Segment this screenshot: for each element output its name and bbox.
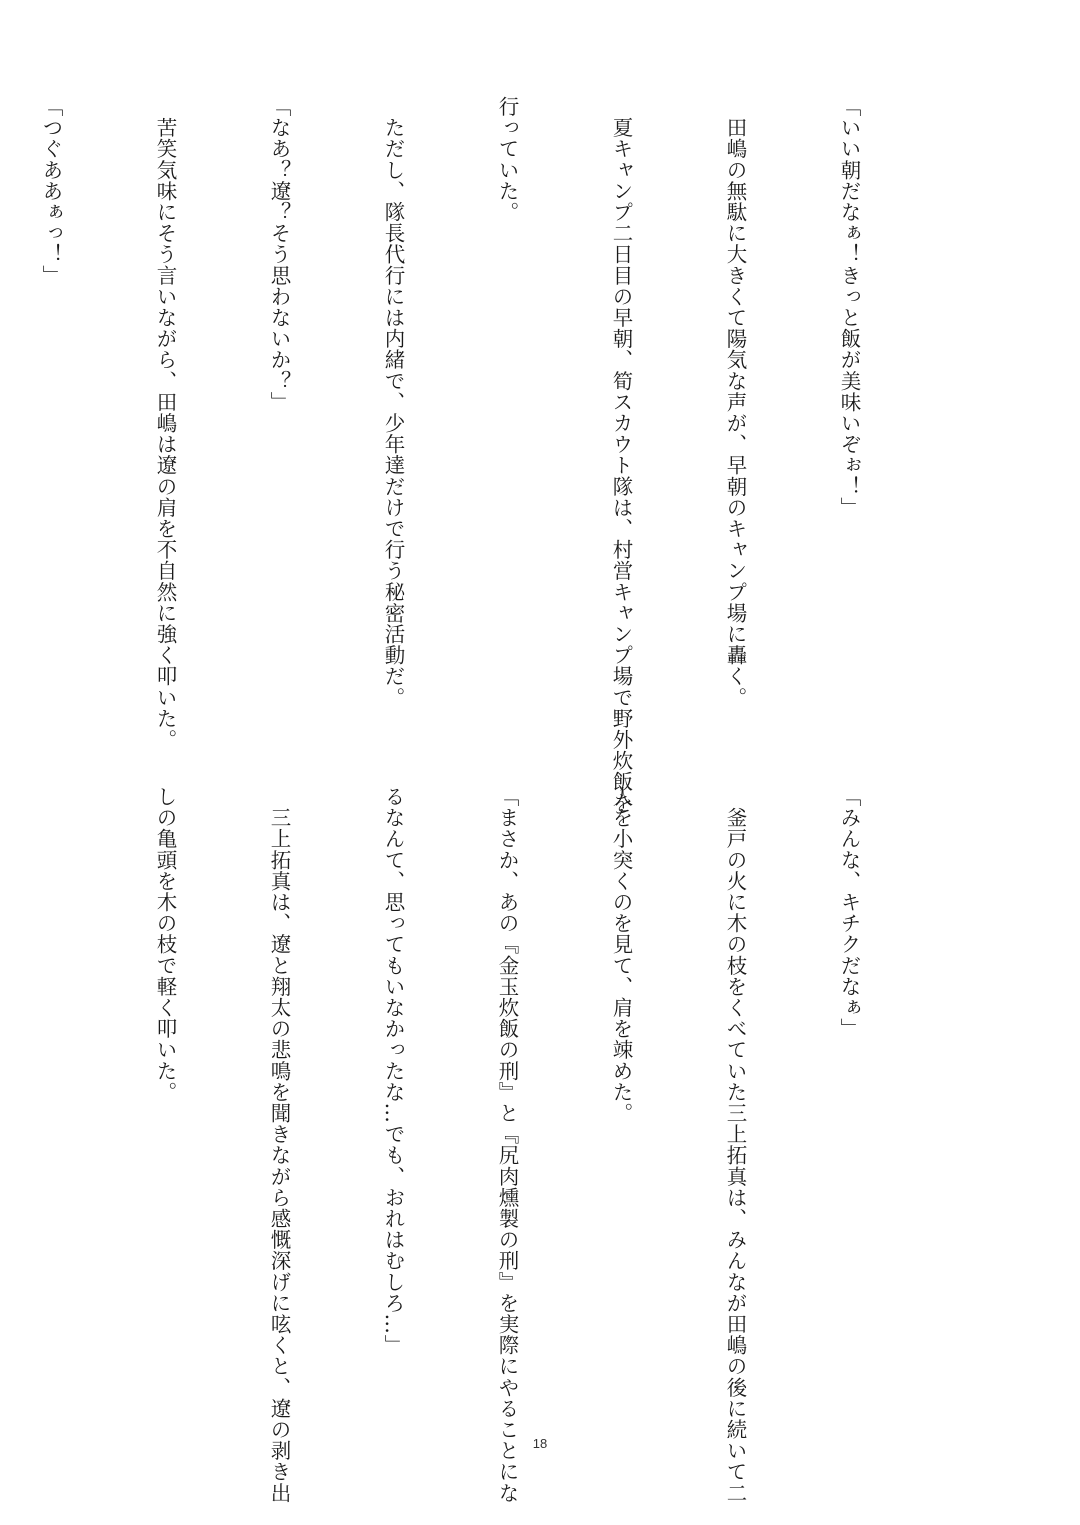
text-line: ただし、隊長代行には内緒で、少年達だけで行う秘密活動だ。 <box>381 96 405 708</box>
text-line: 「みんな、キチクだなぁ」 <box>837 786 861 1040</box>
upper-text-block <box>39 96 944 814</box>
text-line: 「まさか、あの『金玉炊飯の刑』と『尻肉燻製の刑』を実際にやることにな <box>495 786 519 1504</box>
text-line: 人を小突くのを見て、肩を竦めた。 <box>609 786 633 1124</box>
text-line: しの亀頭を木の枝で軽く叩いた。 <box>153 786 177 1103</box>
text-line: 「つぐああぁっ！」 <box>39 96 63 286</box>
text-line: るなんて、思ってもいなかったな…でも、おれはむしろ…」 <box>381 786 405 1356</box>
page-number: 18 <box>532 1436 548 1451</box>
text-line: 「なあ？遼？そう思わないか？」 <box>267 96 291 413</box>
text-line: 苦笑気味にそう言いながら、田嶋は遼の肩を不自然に強く叩いた。 <box>153 96 177 751</box>
text-line: 田嶋の無駄に大きくて陽気な声が、早朝のキャンプ場に轟く。 <box>723 96 747 708</box>
text-line: 三上拓真は、遼と翔太の悲鳴を聞きながら感慨深げに呟くと、遼の剥き出 <box>267 786 291 1504</box>
text-line: 行っていた。 <box>495 96 519 223</box>
text-line: 釜戸の火に木の枝をくべていた三上拓真は、みんなが田嶋の後に続いて二 <box>723 786 747 1504</box>
text-line: 「いい朝だなぁ！きっと飯が美味いぞぉ！」 <box>837 96 861 518</box>
text-line: 夏キャンプ二日目の早朝、筍スカウト隊は、村営キャンプ場で野外炊飯を <box>609 96 633 814</box>
